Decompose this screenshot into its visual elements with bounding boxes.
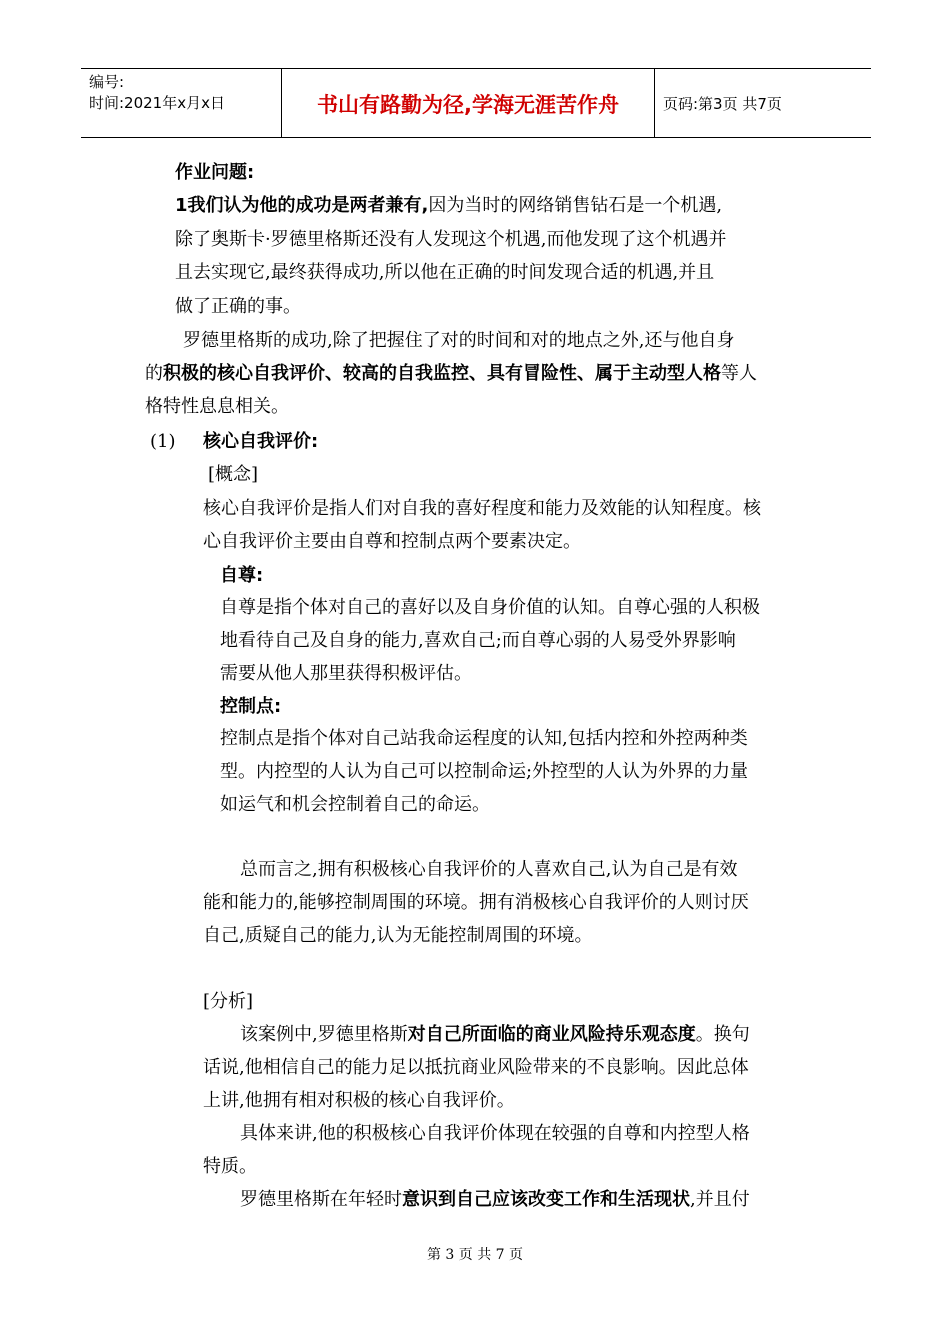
paragraph-text: 因为当时的网络销售钻石是一个机遇, (428, 195, 723, 216)
document-time-label: 时间:2021年x月x日 (89, 94, 225, 112)
paragraph-line: 型。内控型的人认为自己可以控制命运;外控型的人认为外界的力量 (220, 761, 749, 782)
paragraph-line: 总而言之,拥有积极核心自我评价的人喜欢自己,认为自己是有效 (240, 859, 738, 880)
section-title: 核心自我评价: (203, 431, 319, 452)
paragraph-line: 做了正确的事。 (175, 296, 301, 317)
emphasis-text: 积极的核心自我评价、较高的自我监控、具有冒险性、属于主动型人格 (163, 363, 721, 384)
emphasis-text: 1我们认为他的成功是两者兼有, (175, 195, 429, 216)
paragraph-line (145, 362, 757, 386)
paragraph-line: 自尊是指个体对自己的喜好以及自身价值的认知。自尊心强的人积极 (220, 597, 760, 618)
page-footer: 第 3 页 共 7 页 (426, 1247, 524, 1263)
document-number-label: 编号: (89, 73, 125, 91)
paragraph-line: 能和能力的,能够控制周围的环境。拥有消极核心自我评价的人则讨厌 (203, 892, 749, 913)
paragraph-text: 该案例中,罗德里格斯 (240, 1024, 408, 1045)
emphasis-text: 意识到自己应该改变工作和生活现状 (402, 1189, 690, 1210)
subsection-title: 控制点: (220, 696, 282, 717)
paragraph-line (240, 1023, 750, 1047)
subsection-title: 自尊: (220, 565, 264, 586)
paragraph-line: 格特性息息相关。 (145, 396, 289, 417)
paragraph-line: 具体来讲,他的积极核心自我评价体现在较强的自尊和内控型人格 (240, 1123, 750, 1144)
section-number: (1) (150, 431, 176, 452)
analysis-label: [分析] (203, 991, 254, 1012)
header-page-cell (655, 69, 871, 137)
header-page-info: 页码:第3页 共7页 (663, 95, 782, 113)
assignment-heading: 作业问题: (175, 162, 255, 183)
header-motto-cell (282, 69, 655, 137)
paragraph-line: 特质。 (203, 1156, 257, 1177)
paragraph-line: 且去实现它,最终获得成功,所以他在正确的时间发现合适的机遇,并且 (175, 262, 715, 283)
paragraph-line: 罗德里格斯的成功,除了把握住了对的时间和对的地点之外,还与他自身 (183, 330, 735, 351)
paragraph-line: 心自我评价主要由自尊和控制点两个要素决定。 (203, 531, 581, 552)
paragraph-line: 需要从他人那里获得积极评估。 (220, 663, 472, 684)
paragraph-line: 如运气和机会控制着自己的命运。 (220, 794, 490, 815)
paragraph-line (240, 1188, 750, 1212)
paragraph-line: 话说,他相信自己的能力足以抵抗商业风险带来的不良影响。因此总体 (203, 1057, 749, 1078)
paragraph-line (175, 194, 722, 218)
paragraph-line: 自己,质疑自己的能力,认为无能控制周围的环境。 (203, 925, 593, 946)
paragraph-text: ,并且付 (690, 1189, 750, 1210)
page-header (81, 68, 871, 138)
paragraph-text: 。换句 (695, 1024, 750, 1045)
header-motto: 书山有路勤为径,学海无涯苦作舟 (317, 93, 619, 117)
paragraph-line: 控制点是指个体对自己站我命运程度的认知,包括内控和外控两种类 (220, 728, 748, 749)
paragraph-line: 地看待自己及自身的能力,喜欢自己;而自尊心弱的人易受外界影响 (220, 630, 736, 651)
paragraph-line: 除了奥斯卡·罗德里格斯还没有人发现这个机遇,而他发现了这个机遇并 (175, 229, 727, 250)
header-meta-cell (81, 69, 282, 137)
paragraph-text: 等人 (721, 363, 757, 384)
paragraph-line: 核心自我评价是指人们对自我的喜好程度和能力及效能的认知程度。核 (203, 498, 761, 519)
emphasis-text: 对自己所面临的商业风险持乐观态度 (407, 1024, 696, 1045)
paragraph-line: 上讲,他拥有相对积极的核心自我评价。 (203, 1090, 515, 1111)
paragraph-text: 的 (145, 363, 163, 384)
concept-label: [概念] (208, 464, 259, 485)
paragraph-text: 罗德里格斯在年轻时 (240, 1189, 402, 1210)
